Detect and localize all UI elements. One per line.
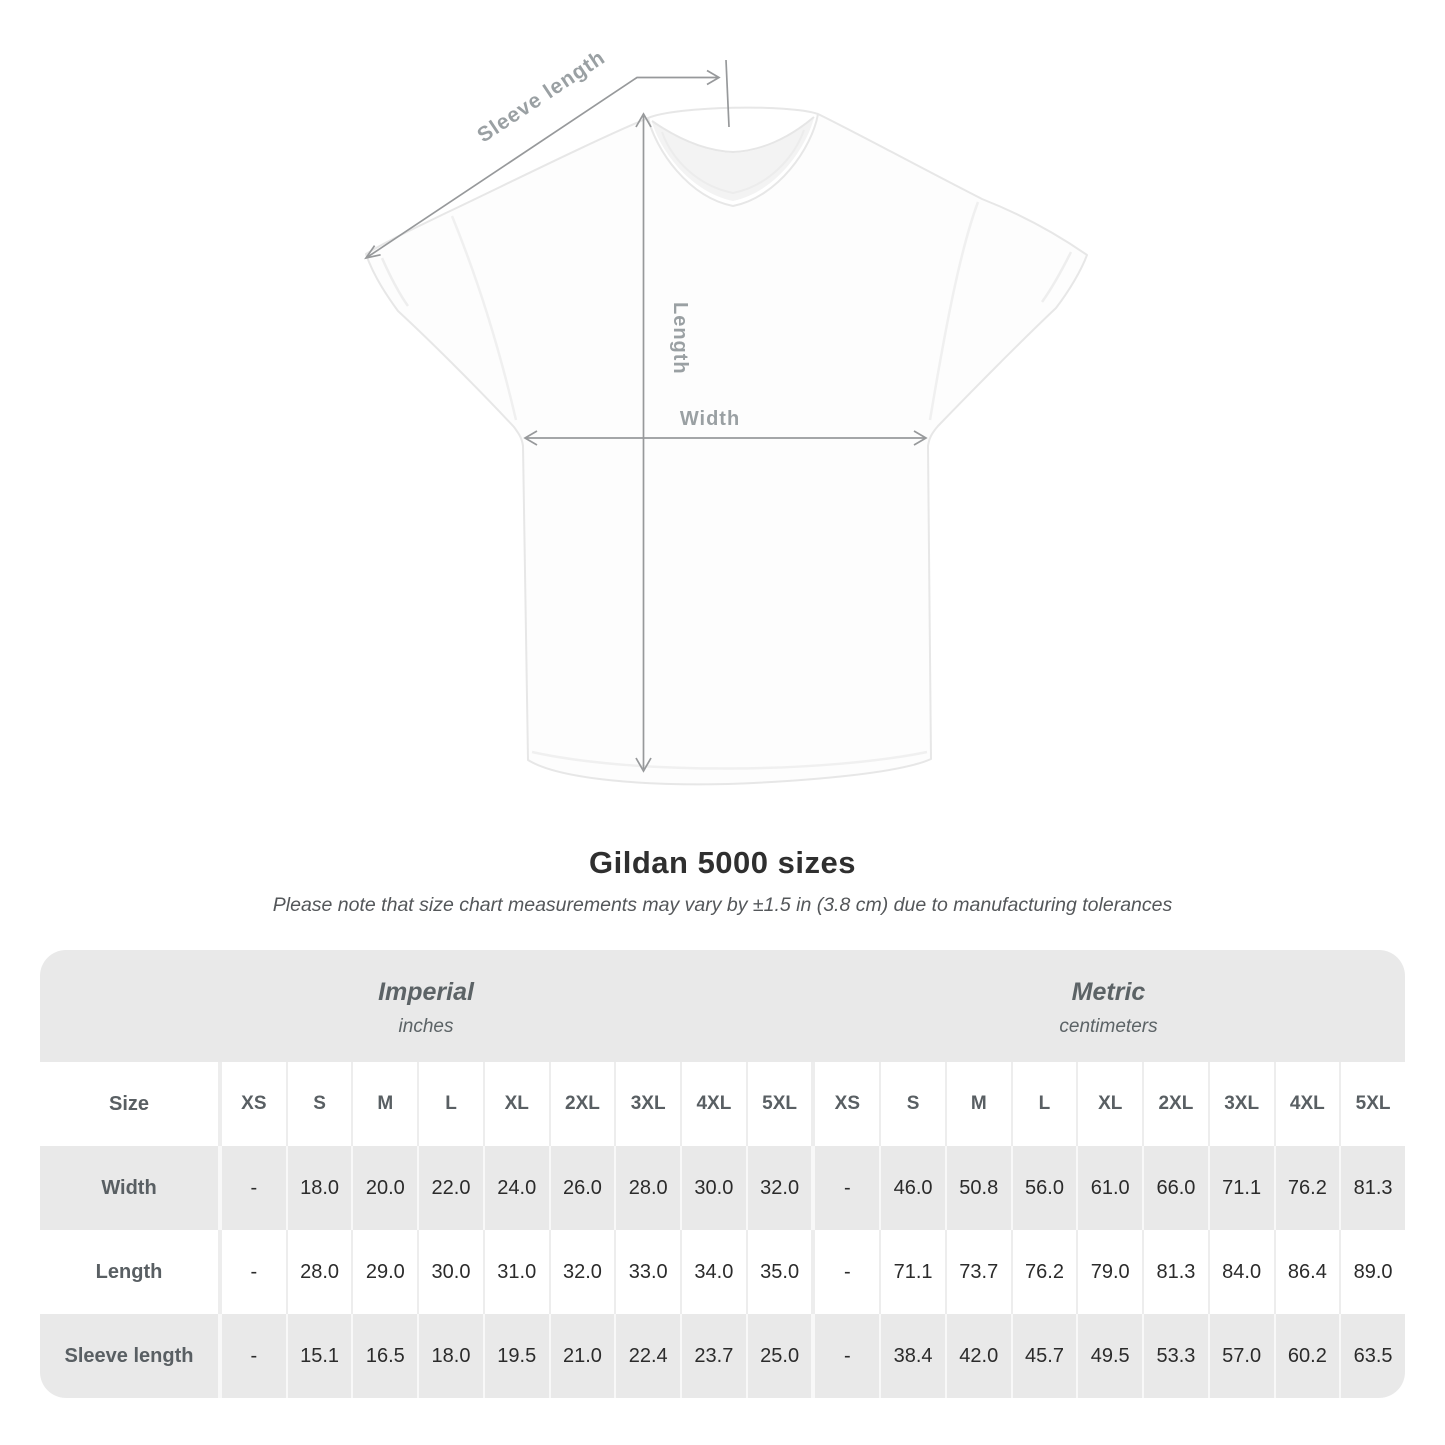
width-imperial-3xl: 28.0 <box>616 1146 682 1230</box>
sleeve-imperial-5xl: 25.0 <box>748 1314 816 1398</box>
width-metric-s: 46.0 <box>881 1146 947 1230</box>
width-imperial-2xl: 26.0 <box>551 1146 617 1230</box>
length-imperial-xl: 31.0 <box>485 1230 551 1314</box>
imperial-size-2xl: 2XL <box>551 1062 617 1146</box>
metric-size-xs: XS <box>815 1062 881 1146</box>
width-imperial-4xl: 30.0 <box>682 1146 748 1230</box>
metric-size-5xl: 5XL <box>1355 1093 1391 1114</box>
width-metric-l: 56.0 <box>1013 1146 1079 1230</box>
imperial-unit-label: inches <box>398 1016 454 1037</box>
width-imperial-5xl: 32.0 <box>748 1146 816 1230</box>
imperial-size-3xl: 3XL <box>616 1062 682 1146</box>
width-row-label: Width <box>40 1146 222 1230</box>
length-metric-s: 71.1 <box>881 1230 947 1314</box>
imperial-size-l: L <box>419 1062 485 1146</box>
metric-size-2xl: 2XL <box>1144 1062 1210 1146</box>
sleeve-metric-m: 42.0 <box>947 1314 1013 1398</box>
sleeve-metric-xl: 49.5 <box>1078 1314 1144 1398</box>
imperial-size-s: S <box>288 1062 354 1146</box>
width-metric-m: 50.8 <box>947 1146 1013 1230</box>
length-imperial-s: 28.0 <box>288 1230 354 1314</box>
size-header-cell: Size <box>40 1062 222 1146</box>
width-imperial-xs: - <box>222 1146 288 1230</box>
imperial-label: Imperial <box>378 978 474 1006</box>
metric-section-header <box>812 950 1405 1062</box>
length-metric-3xl: 84.0 <box>1210 1230 1276 1314</box>
length-metric-2xl: 81.3 <box>1144 1230 1210 1314</box>
sleeve-imperial-s: 15.1 <box>288 1314 354 1398</box>
length-metric-5xl: 89.0 <box>1353 1260 1393 1283</box>
metric-size-xl: XL <box>1078 1062 1144 1146</box>
sleeve-metric-3xl: 57.0 <box>1210 1314 1276 1398</box>
tolerance-note: Please note that size chart measurements may vary by ±1.5 in (3.8 cm) due to manufacturing tolerances <box>272 894 1173 916</box>
length-imperial-2xl: 32.0 <box>551 1230 617 1314</box>
width-metric-2xl: 66.0 <box>1144 1146 1210 1230</box>
page-title: Gildan 5000 sizes <box>589 845 856 880</box>
length-imperial-5xl: 35.0 <box>748 1230 816 1314</box>
width-imperial-m: 20.0 <box>353 1146 419 1230</box>
imperial-size-m: M <box>353 1062 419 1146</box>
sleeve-metric-2xl: 53.3 <box>1144 1314 1210 1398</box>
width-imperial-l: 22.0 <box>419 1146 485 1230</box>
sleeve-imperial-m: 16.5 <box>353 1314 419 1398</box>
width-metric-xs: - <box>815 1146 881 1230</box>
sleeve-metric-l: 45.7 <box>1013 1314 1079 1398</box>
sleeve-imperial-3xl: 22.4 <box>616 1314 682 1398</box>
metric-label: Metric <box>1071 978 1146 1006</box>
sleeve-imperial-xs: - <box>222 1314 288 1398</box>
length-metric-xl: 79.0 <box>1078 1230 1144 1314</box>
unit-header-band <box>40 950 1405 1062</box>
imperial-section-header <box>40 950 812 1062</box>
width-row <box>40 1146 1405 1230</box>
metric-size-4xl: 4XL <box>1276 1062 1342 1146</box>
length-imperial-4xl: 34.0 <box>682 1230 748 1314</box>
sleeve-imperial-2xl: 21.0 <box>551 1314 617 1398</box>
length-metric-4xl: 86.4 <box>1276 1230 1342 1314</box>
imperial-size-4xl: 4XL <box>682 1062 748 1146</box>
length-imperial-3xl: 33.0 <box>616 1230 682 1314</box>
imperial-size-5xl: 5XL <box>748 1062 816 1146</box>
sleeve-metric-s: 38.4 <box>881 1314 947 1398</box>
size-header-row <box>40 1062 1405 1146</box>
length-metric-m: 73.7 <box>947 1230 1013 1314</box>
metric-size-l: L <box>1013 1062 1079 1146</box>
length-label: Length <box>669 302 691 375</box>
imperial-size-xl: XL <box>485 1062 551 1146</box>
sleeve-length-row <box>40 1314 1405 1398</box>
width-metric-xl: 61.0 <box>1078 1146 1144 1230</box>
imperial-size-xs: XS <box>222 1062 288 1146</box>
width-imperial-xl: 24.0 <box>485 1146 551 1230</box>
size-table <box>40 950 1405 1398</box>
sleeve-metric-4xl: 60.2 <box>1276 1314 1342 1398</box>
sleeve-metric-5xl: 63.5 <box>1353 1344 1393 1367</box>
collar-top-edge <box>648 108 818 118</box>
sleeve-imperial-4xl: 23.7 <box>682 1314 748 1398</box>
sleeve-imperial-xl: 19.5 <box>485 1314 551 1398</box>
length-row <box>40 1230 1405 1314</box>
length-imperial-m: 29.0 <box>353 1230 419 1314</box>
length-row-label: Length <box>40 1230 222 1314</box>
sleeve-length-label: Sleeve length <box>473 45 610 148</box>
length-imperial-l: 30.0 <box>419 1230 485 1314</box>
width-metric-5xl: 81.3 <box>1353 1176 1393 1199</box>
width-label: Width <box>679 408 741 430</box>
sleeve-metric-xs: - <box>815 1314 881 1398</box>
width-metric-4xl: 76.2 <box>1276 1146 1342 1230</box>
tshirt-body <box>366 114 1087 784</box>
sleeve-imperial-l: 18.0 <box>419 1314 485 1398</box>
metric-unit-label: centimeters <box>1059 1016 1158 1037</box>
metric-size-s: S <box>881 1062 947 1146</box>
length-metric-l: 76.2 <box>1013 1230 1079 1314</box>
metric-size-3xl: 3XL <box>1210 1062 1276 1146</box>
length-imperial-xs: - <box>222 1230 288 1314</box>
width-metric-3xl: 71.1 <box>1210 1146 1276 1230</box>
length-metric-xs: - <box>815 1230 881 1314</box>
metric-size-m: M <box>947 1062 1013 1146</box>
sleeve-length-row-label: Sleeve length <box>40 1314 222 1398</box>
width-imperial-s: 18.0 <box>288 1146 354 1230</box>
